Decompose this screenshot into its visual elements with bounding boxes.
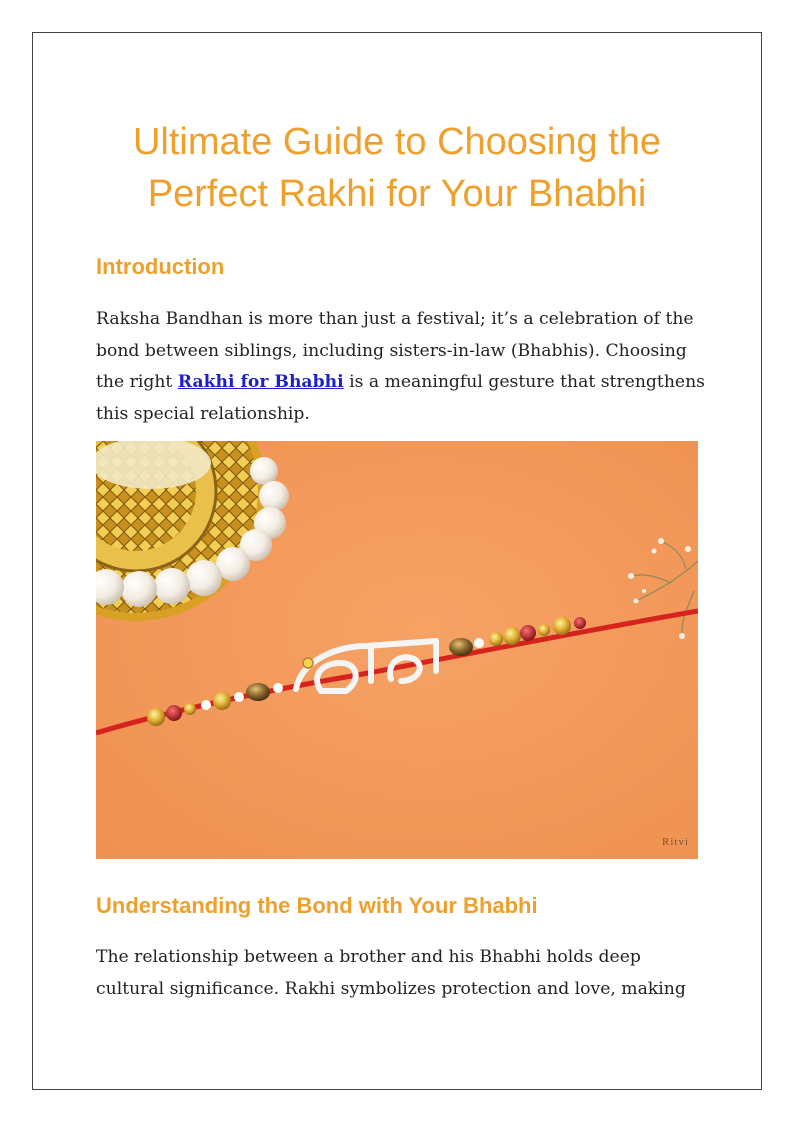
title-line-2: Perfect Rakhi for Your Bhabhi (147, 173, 647, 215)
rakhi-for-bhabhi-link[interactable]: Rakhi for Bhabhi (177, 372, 344, 392)
intro-text-after-link: is a meaningful gesture that strengthens this special relationship. (96, 372, 705, 424)
intro-text-before-link: Raksha Bandhan is more than just a festival; it’s a celebration of the bond between siblings, including sisters-in-law (Bhabhis). Choosing the right (96, 309, 694, 392)
title-line-1: Ultimate Guide to Choosing the (132, 121, 662, 163)
bond-paragraph: The relationship between a brother and his Bhabhi holds deep cultural significance. Rakhi symbolizes protection and love, making (96, 947, 686, 999)
intro-paragraph (96, 304, 706, 430)
section-heading-understanding-bond: Understanding the Bond with Your Bhabhi (96, 893, 538, 918)
page-title (60, 116, 734, 220)
section-heading-introduction: Introduction (96, 254, 225, 279)
rakhi-photo (96, 441, 698, 859)
photo-watermark: Ritvi (662, 836, 690, 848)
